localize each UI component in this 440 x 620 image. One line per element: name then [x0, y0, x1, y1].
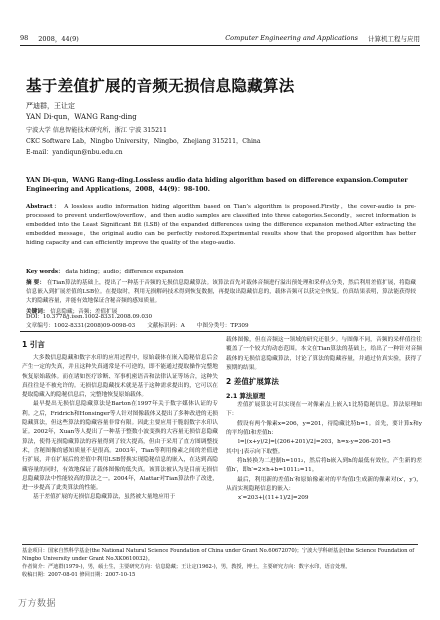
citation: YAN Di-qun，WANG Rang-ding.Lossless audio data hiding algorithm based on difference expansion.Computer Engineering and Applications，2008，44(9)：98-100. — [26, 177, 408, 193]
authors-cn: 严迪群，王让定 — [26, 102, 75, 110]
author-bio: 作者简介：严迪群(1979-)，男，硕士生，主要研究方向：信息隐藏；王让定(1962-)，男，教授，博士，主要研究方向：数字水印，语音处理。 — [22, 564, 351, 570]
footnote-rule — [22, 544, 418, 545]
affiliation-cn: 宁波大学 信息智能技术研究所，浙江 宁波 315211 — [26, 127, 167, 134]
watermark: 万方数据 — [18, 599, 57, 609]
header-rule — [20, 45, 420, 46]
keywords-label: Key words： — [26, 269, 64, 275]
section-divider — [20, 331, 420, 332]
abstract-en — [26, 203, 416, 248]
section-heading-difference-expansion: 2 差值扩展算法 — [226, 377, 279, 387]
affiliation-en: CKC Software Lab，Ningbo University，Ningbo，Zhejiang 315211，China — [26, 138, 261, 145]
abstract-cn — [26, 279, 416, 307]
document-numbers — [26, 321, 416, 329]
body-column-left — [22, 336, 218, 503]
subsection-heading-principle: 2.1 算法原理 — [226, 392, 266, 401]
keywords-cn-label: 关键词： — [26, 309, 49, 315]
abstract-text: A lossless audio information hiding algorithm based on Tian’s algorithm is proposed.Firstly，the cover-audio is pre-processed to prevent underflow/overflow，and then audio samples are classified into three categories.Secondly，secret information is embedded into the Least Significant Bit (LSB) of the expanded differences using the difference expansion method.After extracting the embedded message，the original audio can be perfectly restored.Experimental results show that the proposed algorithm has better hiding capacity and can efficiently improve the quality of the stego-audio. — [26, 204, 417, 246]
page-number: 98 — [20, 34, 29, 42]
journal-name-cn: 计算机工程与应用 — [368, 34, 420, 43]
paper-title: 基于差值扩展的音频无损信息隐藏算法 — [26, 77, 295, 95]
issue-info: 2008，44(9) — [38, 34, 79, 43]
author-email: E-mail：yandiqun@nbu.edu.cn — [26, 149, 123, 156]
funding-note: 基金项目：国家自然科学基金(the National Natural Science Foundation of China under Grant No.60672070)；宁波大学科研基金(the Science Foundation of Ningbo University under Grant No.XK0610032)。 — [22, 548, 415, 562]
article-number: 文章编号：1002-8331(2008)09-0098-03 — [26, 323, 136, 329]
intro-continuation: 载体图像，但在音频这一领域的研究还很少。与图像不同，音频的采样值往往覆盖了一个较大的动态范围。本文在Tian算法的基础上，给出了一种针对音频载体的无损信息隐藏算法，讨论了算法的隐藏容量，并通过仿真实验，获得了预期的结果。 — [226, 337, 422, 371]
keywords-cn-text: 信息隐藏；音频；差值扩展 — [50, 309, 118, 315]
intro-paragraph: 大多数信息隐藏和数字水印的应用过程中，原始载体在嵌入隐秘信息后会产生一定的失真，并且这种失真通常是不可逆的，即不能通过提取操作完整地恢复原始载体。而在诸如医疗诊断、军事机密语音和法律认证等场合，这种失真往往是不被允许的。无损信息隐藏技术就是基于这种需求提出的，它可以在提取隐藏入的隐秘信息后，完整地恢复原始载体。 — [22, 355, 218, 399]
keywords-text: data hiding；audio；difference expansion — [65, 269, 184, 275]
intro-paragraph: 基于差值扩展的无损信息隐藏算法，虽然被大量地应用于 — [33, 494, 176, 501]
body-paragraph: 差值扩展算法可以实现在一对像素点上嵌入1比特隐秘信息。算法原理如下： — [226, 402, 422, 418]
body-paragraph: 其中⌊·⌋表示向下取整。 — [226, 448, 284, 455]
body-paragraph: 假设有两个像素x=206，y=201，待隐藏比特b=1。首先，要计算x和y的平均值l和差值h： — [226, 420, 422, 437]
section-heading-intro: 1 引言 — [22, 340, 45, 349]
journal-name-en: Computer Engineering and Applications — [225, 34, 358, 42]
body-paragraph: 将h转换为二进制h=101₂，然后将b嵌入到h的最低有效位，产生新的差值h′，即h′=2×h+b=1011₂=11。 — [226, 457, 422, 474]
authors-en: YAN Di-qun，WANG Rang-ding — [26, 113, 137, 121]
document-code: 文献标识码：A — [147, 323, 185, 329]
body-paragraph: 最后，利用新的差值h′和原始像素对的平均值l生成新的像素对(x′，y′)，从而实现隐秘信息的嵌入： — [226, 476, 422, 492]
formula-mean-difference: l=⌊(x+y)/2⌋=⌊(206+201)/2⌋=203，h=x-y=206-201=5 — [238, 439, 391, 446]
doi — [26, 312, 416, 320]
abstract-cn-label: 摘 要： — [26, 280, 45, 286]
abstract-label: Abstract： — [26, 204, 62, 210]
running-header — [20, 32, 420, 44]
abstract-cn-text: 在Tian算法的基础上，提出了一种基于音频的无损信息隐藏算法。该算法首先对载体音频进行溢出预处理和采样点分类，然后利用差值扩展，将隐藏信息嵌入到扩展差值的LSB位。在提取时，利用无损解码技术得到恢复数据，再提取出隐藏信息的，载体音频可以获完全恢复。仿真结果表明，算法能获得较大的隐藏容量，并能有效地保证含秘音频的感知质量。 — [26, 280, 416, 305]
body-column-right — [226, 336, 422, 503]
footnote — [22, 547, 418, 579]
keywords-en — [26, 268, 416, 277]
classification-number: 中图分类号：TP309 — [196, 323, 249, 329]
intro-paragraph: 最早提出无损信息隐藏算法是Barton在1997年关于数字媒体认证的专利。之后，Fridrich和Honsinger等人针对图像载体又提出了多种改进的无损隐藏算法，但这些算法的隐藏容量非常有限。因此主要应用于脆弱数字水印认证。2002年，Xuan等人提出了一种基于整数小波变换的大容量无损信息隐藏算法，使得无损隐藏算法的容量得到了较大提高，但由于采用了直方图调整技术，含秘图像的感知质量不是很高。2003年，Tian等利用像素之间的差值进行扩展，并在扩展后的差值中利用LSB替换实现隐秘信息的嵌入，在达到高隐藏容量的同时，有效地保证了载体图像的低失真。该算法被认为是目前无损信息隐藏算法中性能较高的算法之一。2004年，Alattar对Tian算法作了改进，进一步提高了此类算法的性能。 — [22, 401, 218, 492]
received-dates: 收稿日期：2007-08-01 修回日期：2007-10-15 — [22, 572, 136, 578]
doi-text: DOI：10.3778/j.issn.1002-8331.2008.09.030 — [26, 314, 153, 320]
formula-new-pixel: x′=203+⌊(11+1)/2⌋=209 — [238, 495, 309, 502]
